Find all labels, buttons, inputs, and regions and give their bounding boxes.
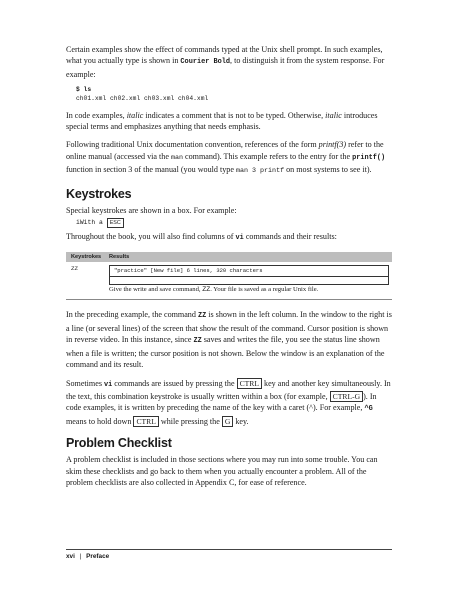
problem-checklist-paragraph: A problem checklist is included in those sections where you may run into some trouble. You can skim these checklists and go back to them when you actually encounter a problem. All of the problem checklists are also collected in Appendix C, for ease of reference. xyxy=(66,455,378,487)
keystrokes-paragraph-1: Special keystrokes are shown in a box. For example: xyxy=(66,205,237,215)
footer-text xyxy=(66,553,392,560)
footer-rule xyxy=(66,549,392,550)
keystrokes-paragraph-2: Throughout the book, you will also find columns of vi commands and their results: xyxy=(66,232,337,243)
table-row xyxy=(66,262,392,300)
keystrokes-paragraph-3: In the preceding example, the command ZZ is shown in the left column. In the window to the right is a line (or several lines) of the screen that show the result of the command. Cursor position is shown in reverse video. In this instance, since ZZ saves and writes the file, you see the status line shown when a file is written; the cursor position is not shown. Below the window is an explanation of the command and its result. xyxy=(66,310,392,370)
g-key: G xyxy=(222,416,233,427)
intro-paragraph-3: Following traditional Unix documentation convention, references of the form printf(3) refer to the online manual (accessed via the man command). This example refers to the entry for the printf() function in section 3 of the manual (you would type man 3 printf on most systems to see it). xyxy=(66,140,386,176)
code-output: ch01.xml ch02.xml ch03.xml ch04.xml xyxy=(76,95,209,103)
inline-code: Courier Bold xyxy=(180,58,231,67)
keystroke-example: iWith a ESC xyxy=(76,218,392,228)
intro-paragraph-2: In code examples, italic indicates a comment that is not to be typed. Otherwise, italic introduces special terms and emphasizes anything that needs emphasis. xyxy=(66,110,378,132)
page-content xyxy=(66,44,392,488)
code-command: $ ls xyxy=(76,86,92,94)
table-cell-result xyxy=(109,262,392,299)
esc-key: ESC xyxy=(107,218,124,228)
table-cell-keystroke: ZZ xyxy=(71,265,78,273)
table-note: Give the write and save command, ZZ. Your file is saved as a regular Unix file. xyxy=(109,284,389,297)
page-number: xvi xyxy=(66,553,75,560)
table-header xyxy=(66,252,392,262)
intro-paragraph-1: Certain examples show the effect of commands typed at the Unix shell prompt. In such examples, what you actually type is shown in Courier Bold, to distinguish it from the system response. For example: xyxy=(66,45,385,79)
footer-section: Preface xyxy=(86,553,110,560)
page-footer xyxy=(66,549,392,560)
keystrokes-paragraph-4: Sometimes vi commands are issued by pressing the CTRL key and another key simultaneously. In the text, this combination keystroke is usually written within a box (for example, CTRL-G ). In code examples, it is written by preceding the name of the key with a caret (^). For example, ^G means to hold down CTRL while pressing the G key. xyxy=(66,378,391,426)
problem-checklist-heading: Problem Checklist xyxy=(66,436,172,451)
screen-window-blank-line xyxy=(109,277,389,284)
ctrl-key: CTRL xyxy=(133,416,158,427)
table-header-keystrokes: Keystrokes xyxy=(71,254,102,261)
screen-window: "practice" [New file] 6 lines, 320 characters xyxy=(109,265,389,277)
ctrl-key: CTRL xyxy=(237,378,262,389)
ctrl-g-key: CTRL-G xyxy=(330,391,363,402)
keystrokes-heading: Keystrokes xyxy=(66,186,132,201)
table-header-results: Results xyxy=(109,254,130,261)
code-example xyxy=(76,85,392,103)
keystroke-table xyxy=(66,252,392,300)
footer-separator: | xyxy=(79,553,82,560)
